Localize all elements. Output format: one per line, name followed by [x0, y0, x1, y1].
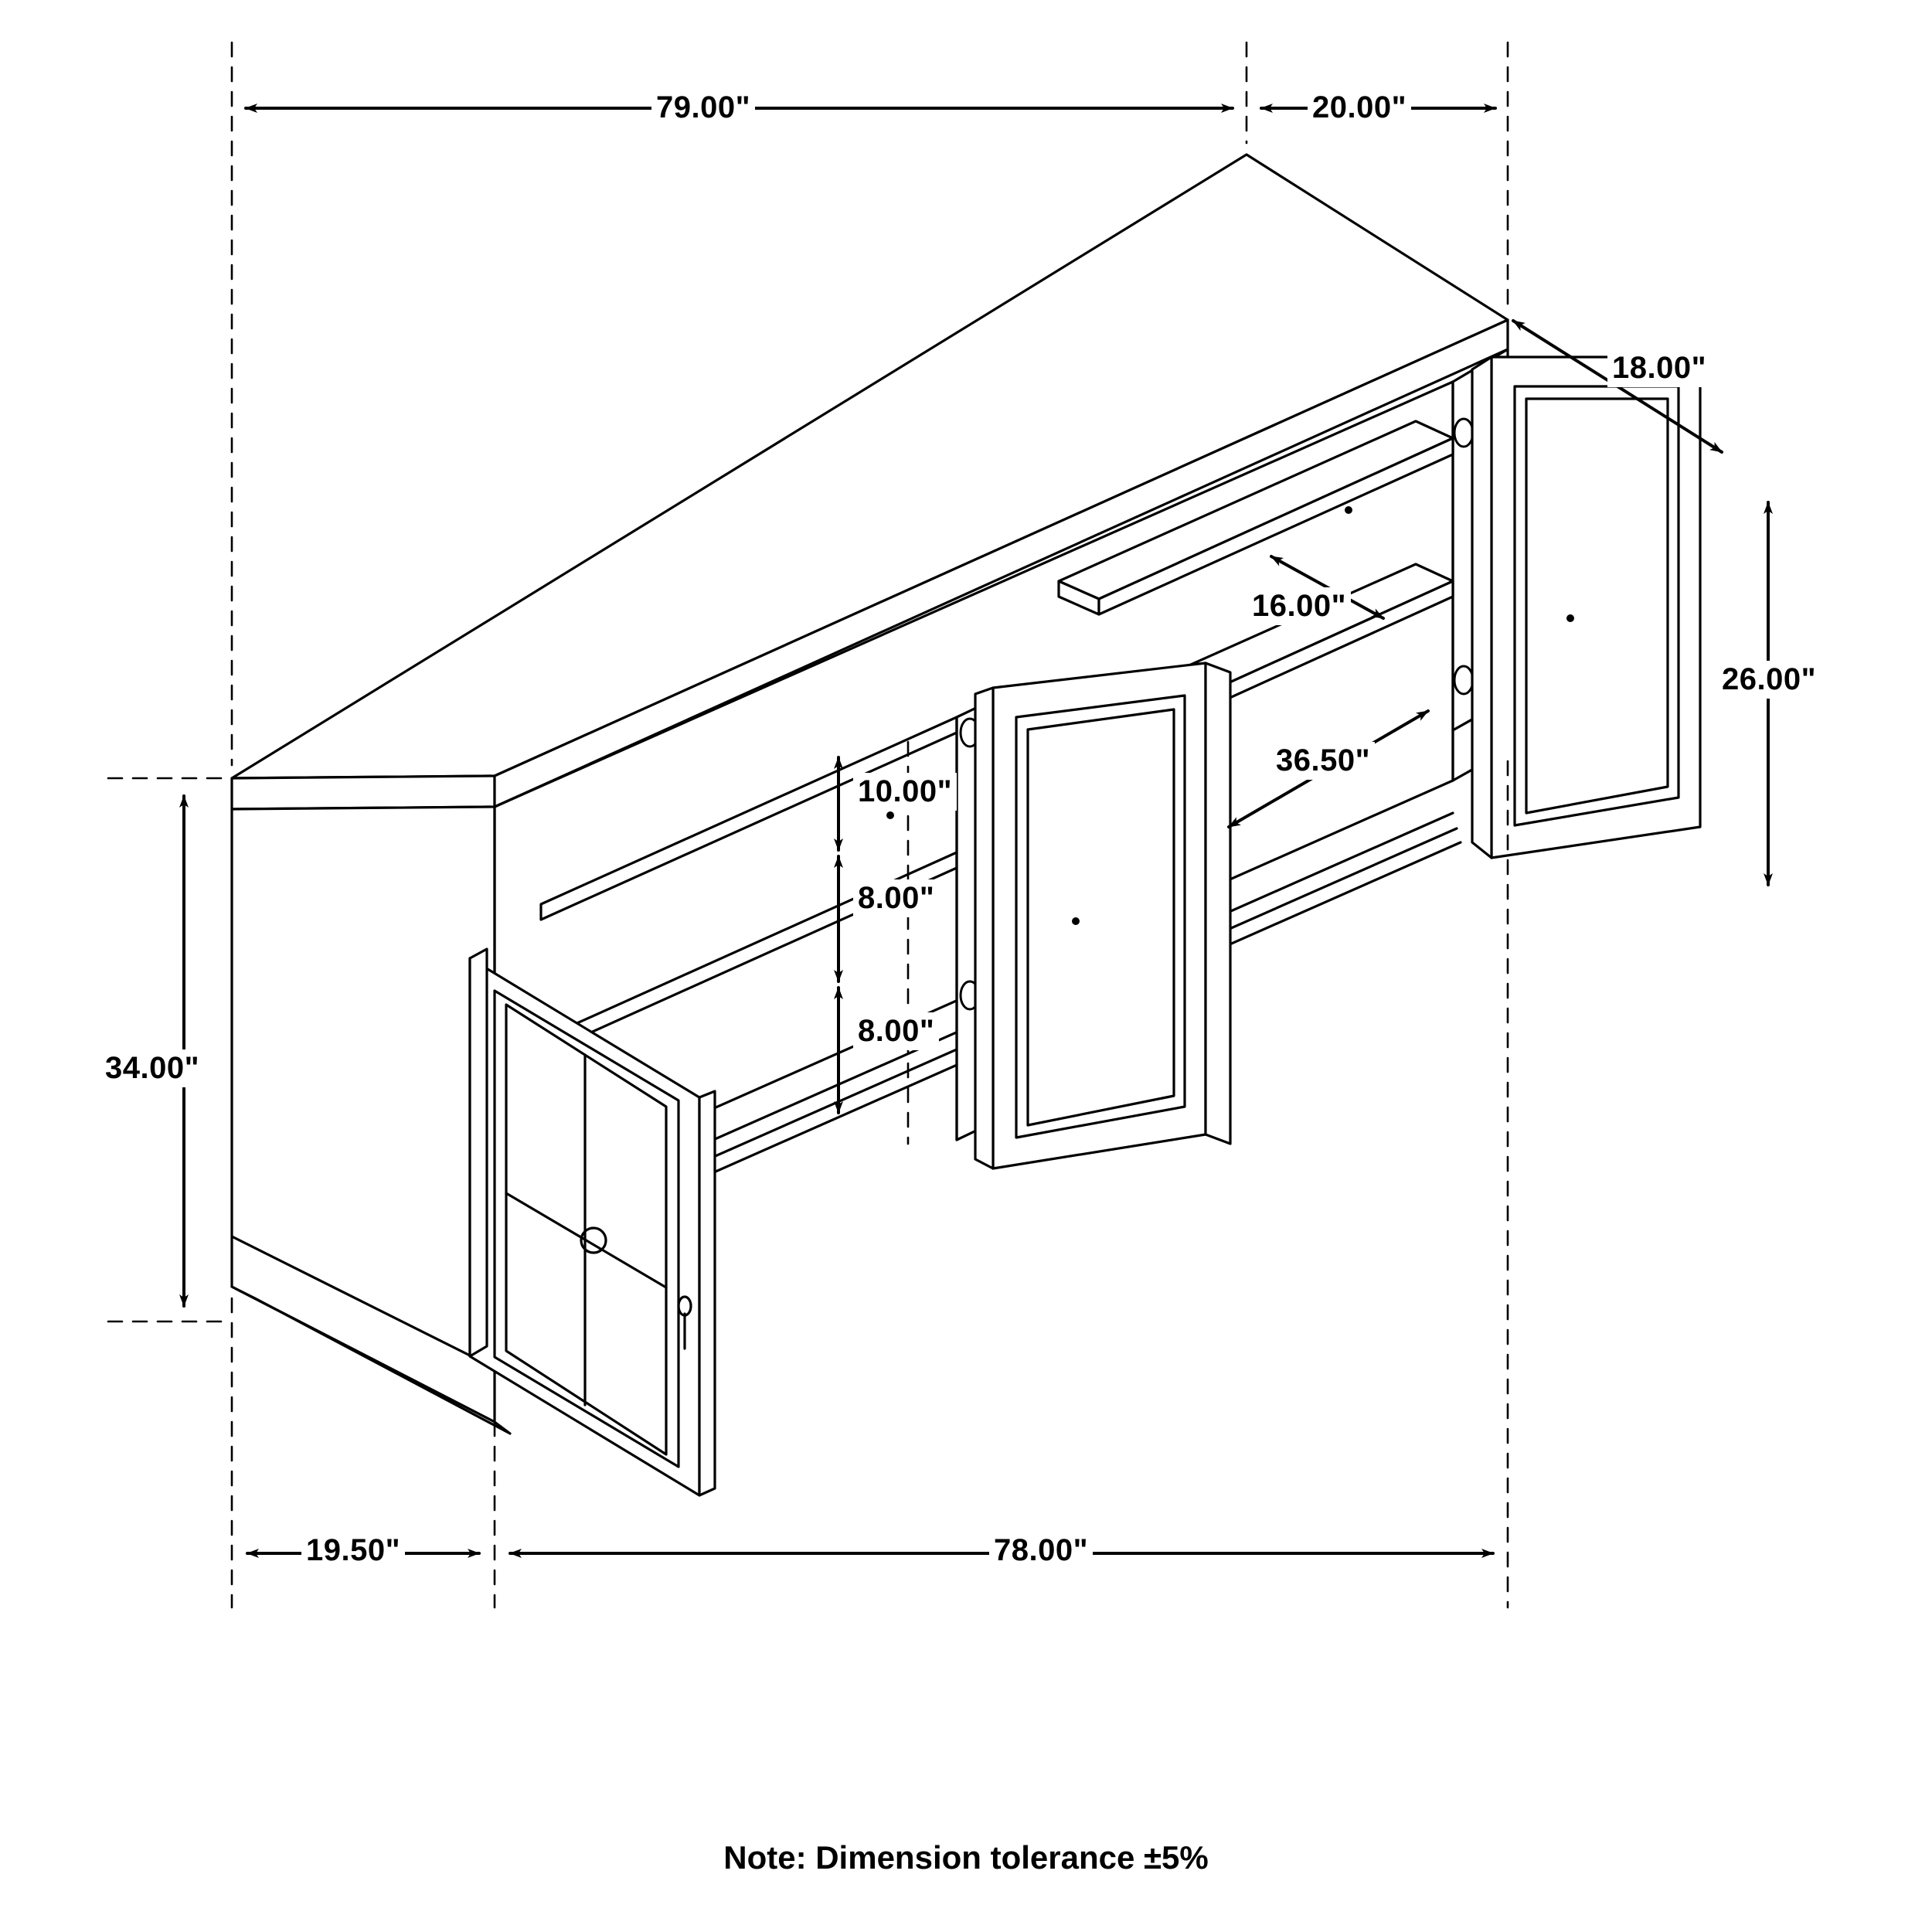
- door-right-open: [1472, 357, 1700, 858]
- dimension-label-upper-shelf-gap: 10.00": [853, 773, 957, 811]
- dimension-label-lower-shelf-gap: 8.00": [853, 1012, 939, 1050]
- dimension-label-door-height: 26.00": [1717, 661, 1821, 699]
- dimension-label-overall-height: 34.00": [100, 1049, 204, 1087]
- dimension-label-top-depth: 20.00": [1308, 89, 1411, 127]
- dimension-label-base-offset: 19.50": [301, 1532, 405, 1570]
- tolerance-note: Note: Dimension tolerance ±5%: [723, 1839, 1209, 1876]
- dimension-label-interior-width-right: 36.50": [1271, 742, 1375, 780]
- door-center-open: [975, 663, 1230, 1168]
- dimension-label-door-depth: 18.00": [1607, 349, 1711, 387]
- dimension-label-top-width: 79.00": [651, 89, 755, 127]
- dimension-label-middle-shelf-gap: 8.00": [853, 879, 939, 917]
- dimension-label-base-width: 78.00": [989, 1532, 1093, 1570]
- dimension-label-shelf-depth: 16.00": [1247, 587, 1351, 625]
